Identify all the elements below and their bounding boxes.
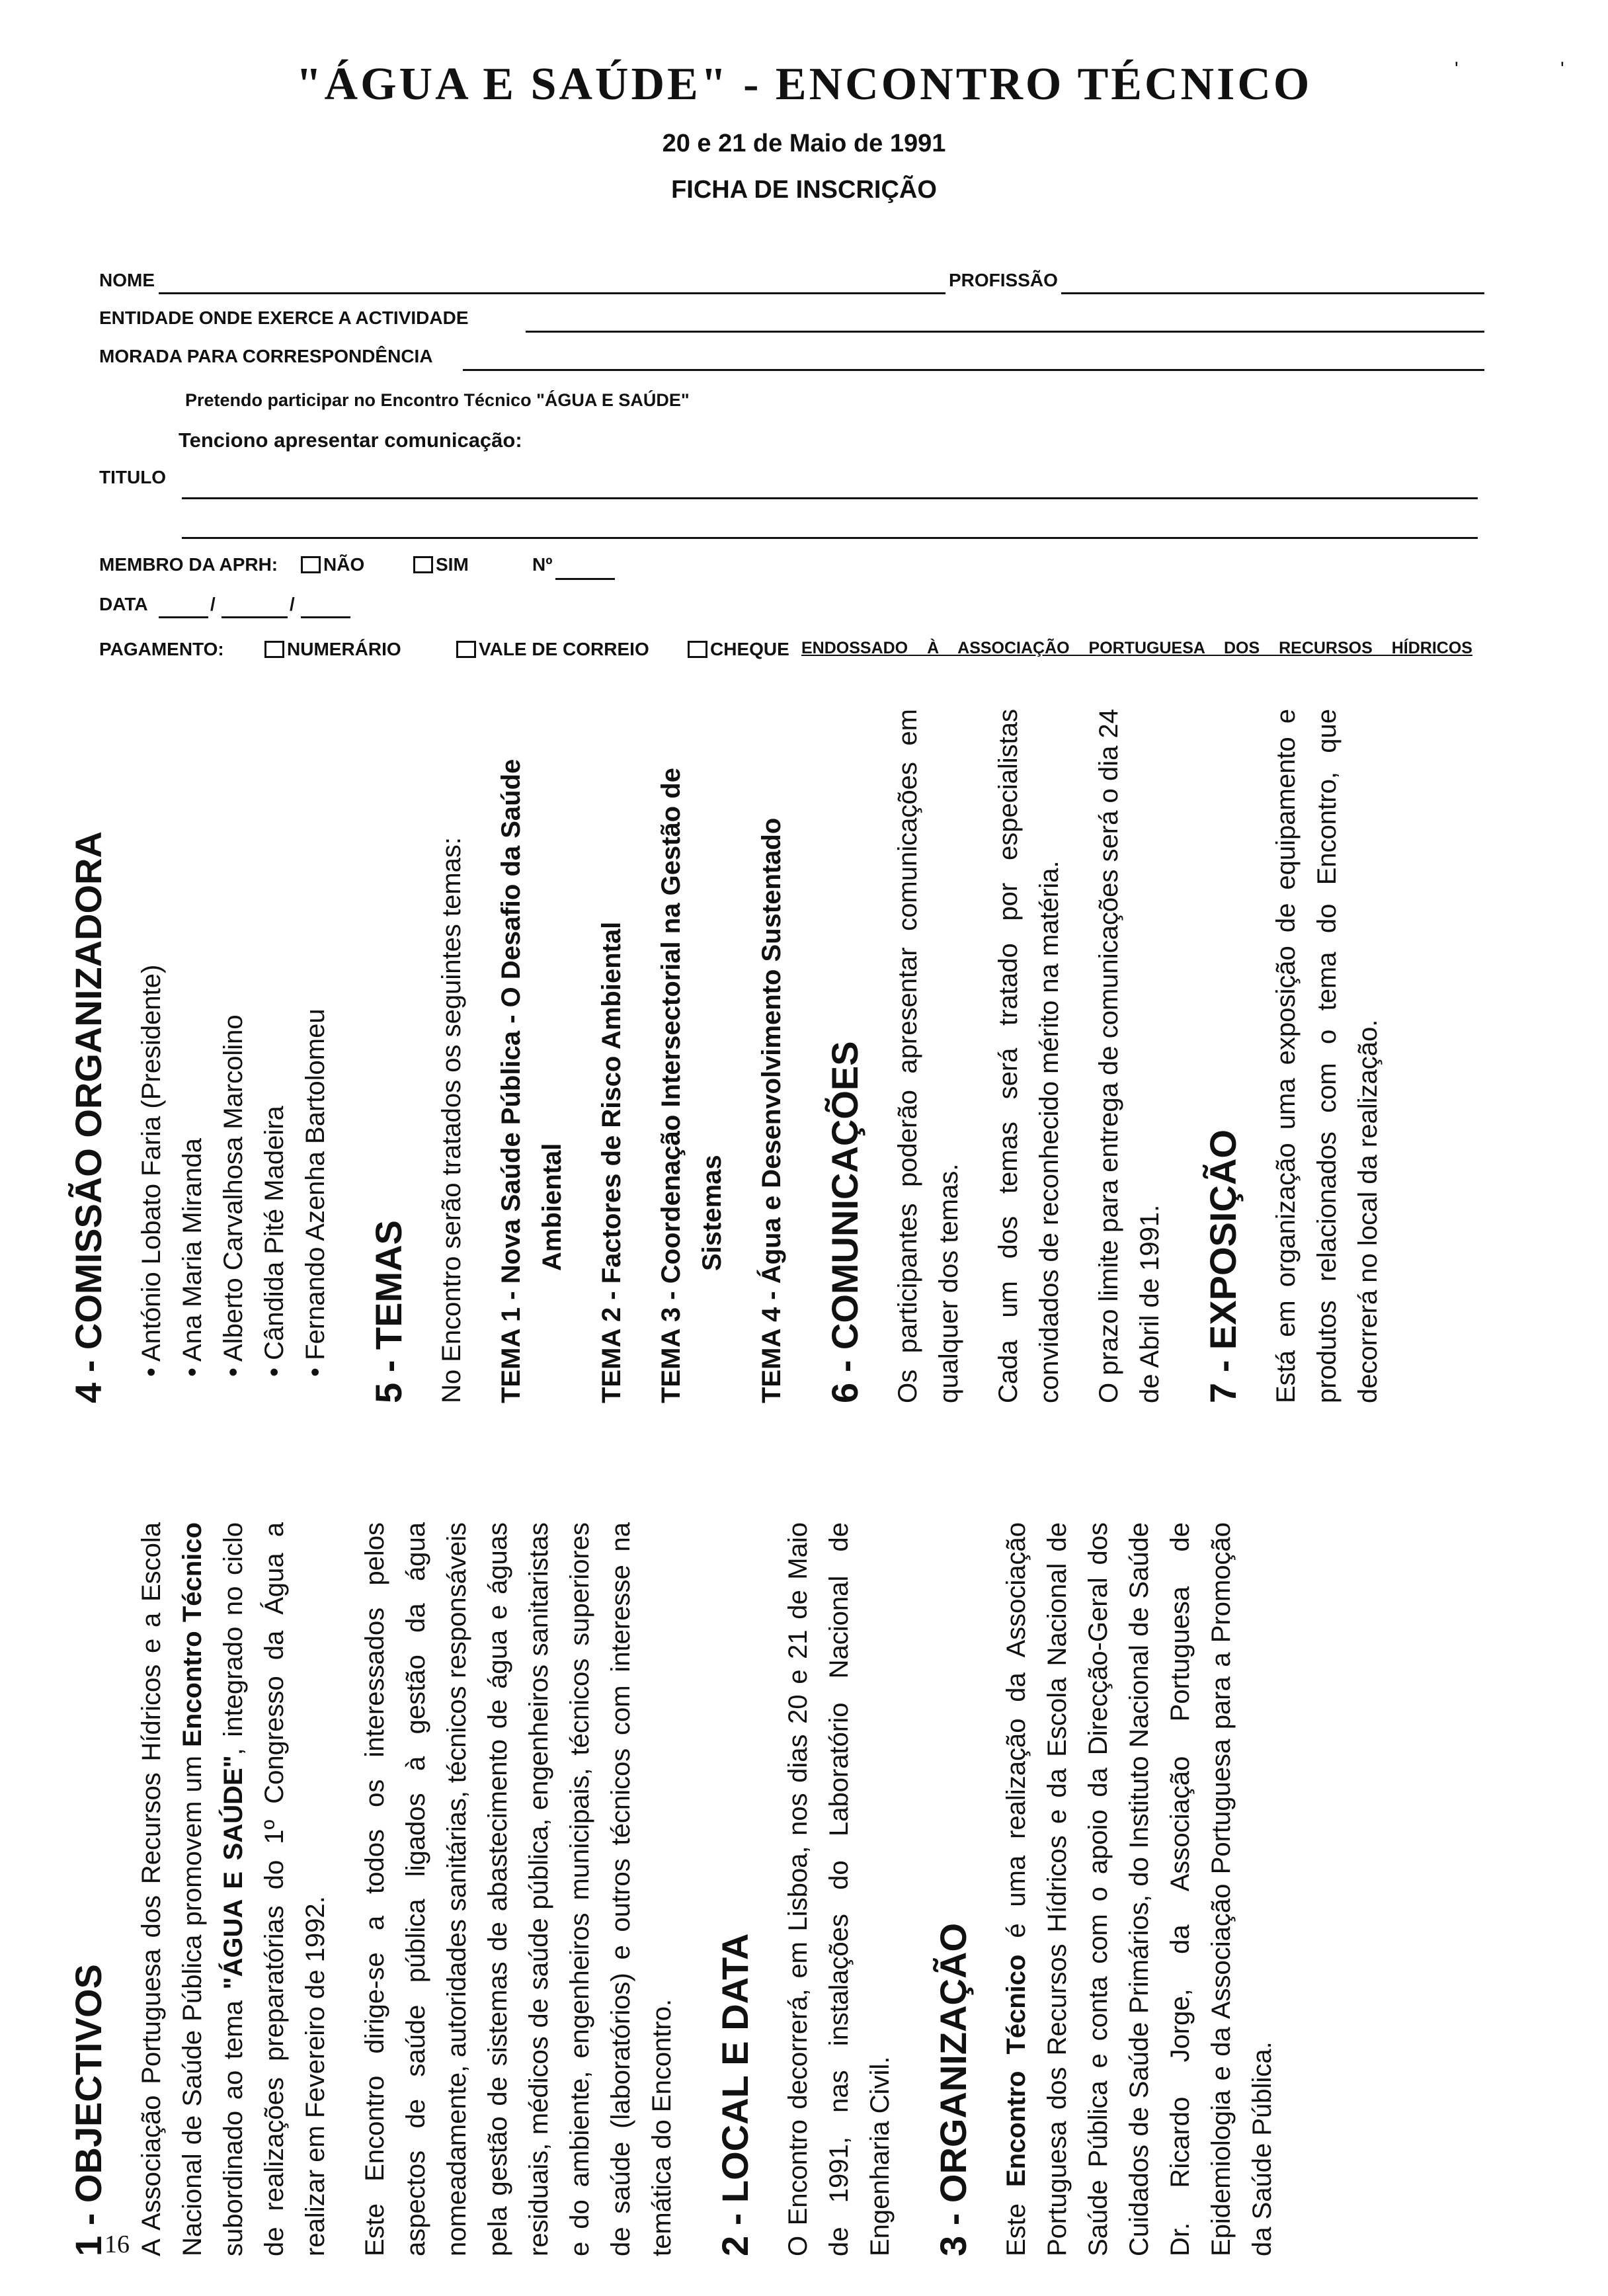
communications-heading: 6 - COMUNICAÇÕES (824, 1041, 865, 1403)
location-heading: 2 - LOCAL E DATA (714, 1933, 756, 2256)
list-item: • Fernando Azenha Bartolomeu (295, 709, 336, 1377)
committee-heading: 4 - COMISSÃO ORGANIZADORA (67, 831, 109, 1403)
entity-label: ENTIDADE ONDE EXERCE A ACTIVIDADE (99, 308, 469, 328)
left-column (66, 1522, 1301, 2256)
entity-field[interactable] (526, 331, 1484, 333)
date-day-field[interactable] (159, 616, 208, 618)
right-column (66, 709, 1407, 1403)
name-field[interactable] (159, 292, 945, 294)
list-item: • Alberto Carvalhosa Marcolino (213, 709, 254, 1377)
date-label: DATA (99, 594, 148, 614)
form-title: FICHA DE INSCRIÇÃO (671, 176, 937, 204)
date-separator: / (290, 594, 295, 614)
location-paragraph: O Encontro decorrerá, em Lisboa, nos dias 20 e 21 de Maio de 1991, nas instalações do Laboratório Nacional de Engenharia Civil. (784, 1522, 895, 2256)
profession-label: PROFISSÃO (949, 270, 1058, 290)
exhibition-paragraph: Está em organização uma exposição de equipamento e produtos relacionados com o tema do Encontro, que decorrerá no local da realização. (1271, 709, 1383, 1403)
list-item: • António Lobato Faria (Presidente) (131, 709, 172, 1377)
address-label: MORADA PARA CORRESPONDÊNCIA (99, 346, 433, 366)
payment-cash-checkbox[interactable] (264, 641, 284, 658)
date-year-field[interactable] (301, 616, 350, 618)
member-number-label: Nº (532, 554, 553, 575)
exhibition-heading: 7 - EXPOSIÇÃO (1202, 1129, 1244, 1403)
title-field-line-1[interactable] (182, 497, 1478, 499)
member-yes-checkbox[interactable] (413, 556, 433, 573)
member-no-checkbox[interactable] (301, 556, 321, 573)
title-label: TITULO (99, 467, 167, 487)
member-label: MEMBRO DA APRH: (99, 554, 278, 575)
present-text: Tenciono apresentar comunicação: (179, 429, 522, 452)
objectives-heading: 1 - OBJECTIVOS (67, 1964, 109, 2256)
theme-item: TEMA 3 - Coordenação Intersectorial na Gestão de Sistemas (657, 768, 727, 1403)
participate-text: Pretendo participar no Encontro Técnico "ÁGUA E SAÚDE" (185, 390, 690, 410)
organization-heading: 3 - ORGANIZAÇÃO (932, 1923, 974, 2256)
communications-paragraph-2: Cada um dos temas será tratado por especialistas convidados de reconhecido mérito na matéria. (994, 709, 1064, 1403)
address-field[interactable] (463, 369, 1484, 371)
profession-field[interactable] (1061, 292, 1484, 294)
theme-item: TEMA 4 - Água e Desenvolvimento Sustentado (757, 817, 786, 1403)
payment-postal-option[interactable]: VALE DE CORREIO (456, 639, 649, 660)
member-number-field[interactable] (555, 578, 615, 580)
scan-speck: ' (1455, 58, 1459, 80)
page-title: "ÁGUA E SAÚDE" - ENCONTRO TÉCNICO (296, 59, 1312, 110)
payment-cash-option[interactable]: NUMERÁRIO (264, 639, 401, 660)
organization-paragraph: Este Encontro Técnico é uma realização da Associação Portuguesa dos Recursos Hídricos e da Escola Nacional de Saúde Pública e conta com o apoio da Direcção-Geral dos Cuidados de Saúde Primários, do Instituto Nacional de Saúde Dr. Ricardo Jorge, da Associação Portuguesa de Epidemiologia e da Associação Portuguesa para a Promoção da Saúde Pública. (1002, 1522, 1277, 2256)
event-information (66, 709, 1521, 2256)
member-no-option[interactable]: NÃO (301, 554, 364, 575)
page-number: 16 (104, 2231, 130, 2258)
theme-item: TEMA 1 - Nova Saúde Pública - O Desafio da Saúde Ambiental (497, 758, 567, 1403)
objectives-paragraph-2: Este Encontro dirige-se a todos os interessados pelos aspectos de saúde pública ligados à gestão da água nomeadamente, autoridades sanitárias, técnicos responsáveis pela gestão de sistemas de abastecimento de água e águas residuais, médicos de saúde pública, engenheiros sanitaristas e do ambiente, engenheiros municipais, técnicos superiores de saúde (laboratórios) e outros técnicos com interesse na temática do Encontro. (360, 1522, 676, 2256)
scan-speck: ' (1560, 58, 1564, 80)
list-item: • Cândida Pité Madeira (254, 709, 295, 1377)
title-field-line-2[interactable] (182, 537, 1478, 539)
payment-cheque-checkbox[interactable] (688, 641, 707, 658)
payment-postal-checkbox[interactable] (456, 641, 476, 658)
event-dates: 20 e 21 de Maio de 1991 (662, 130, 946, 157)
member-yes-option[interactable]: SIM (413, 554, 469, 575)
themes-intro: No Encontro serão tratados os seguintes temas: (437, 837, 466, 1403)
cheque-endorsement: ENDOSSADO À ASSOCIAÇÃO PORTUGUESA DOS RECURSOS HÍDRICOS (801, 639, 1472, 657)
payment-cheque-option[interactable]: CHEQUE (688, 639, 789, 660)
communications-paragraph-3: O prazo limite para entrega de comunicações será o dia 24 de Abril de 1991. (1094, 709, 1164, 1403)
theme-item: TEMA 2 - Factores de Risco Ambiental (597, 921, 626, 1403)
committee-list (131, 709, 336, 1403)
themes-heading: 5 - TEMAS (368, 1220, 409, 1403)
communications-paragraph-1: Os participantes poderão apresentar comunicações em qualquer dos temas. (893, 709, 963, 1403)
date-separator: / (210, 594, 216, 614)
objectives-paragraph-1: A Associação Portuguesa dos Recursos Hídricos e a Escola Nacional de Saúde Pública promovem um Encontro Técnico subordinado ao tema "ÁGUA E SAÚDE", integrado no ciclo de realizações preparatórias do 1º Congresso da Água a realizar em Fevereiro de 1992. (137, 1522, 330, 2256)
name-label: NOME (99, 270, 155, 290)
list-item: • Ana Maria Miranda (172, 709, 213, 1377)
date-month-field[interactable] (221, 616, 288, 618)
payment-label: PAGAMENTO: (99, 639, 224, 659)
